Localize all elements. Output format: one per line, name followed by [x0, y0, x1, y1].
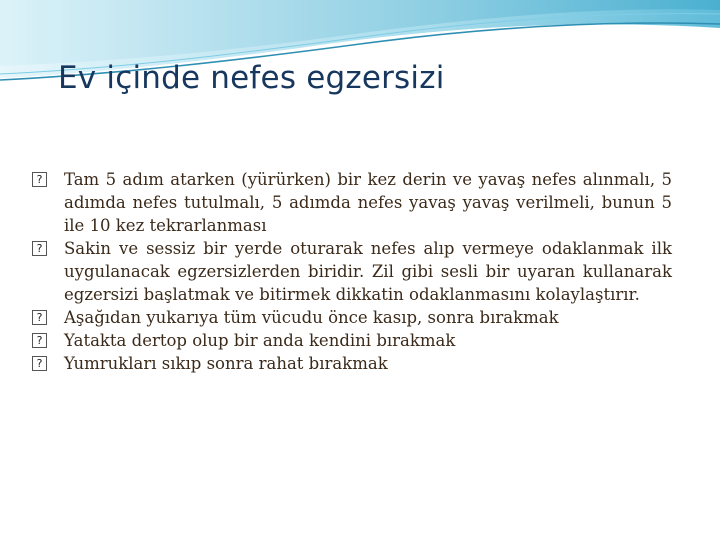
bullet-item	[32, 237, 672, 306]
bullet-item	[32, 329, 672, 352]
bullet-marker-icon: ?	[32, 310, 47, 325]
bullet-item	[32, 168, 672, 237]
bullet-text: Yatakta dertop olup bir anda kendini bırakmak	[64, 331, 456, 350]
bullet-list	[32, 168, 672, 375]
bullet-text: Sakin ve sessiz bir yerde oturarak nefes alıp vermeye odaklanmak ilk uygulanacak egzersizlerden biridir. Zil gibi sesli bir uyaran kullanarak egzersizi başlatmak ve bitirmek dikkatin odaklanmasını kolaylaştırır.	[64, 239, 672, 304]
bullet-marker-icon: ?	[32, 356, 47, 371]
bullet-text: Tam 5 adım atarken (yürürken) bir kez derin ve yavaş nefes alınmalı, 5 adımda nefes tutulmalı, 5 adımda nefes yavaş yavaş verilmeli, bunun 5 ile 10 kez tekrarlanması	[64, 170, 672, 235]
bullet-text: Yumrukları sıkıp sonra rahat bırakmak	[64, 354, 388, 373]
bullet-item	[32, 352, 672, 375]
bullet-item	[32, 306, 672, 329]
bullet-marker-icon: ?	[32, 333, 47, 348]
slide-title: Ev içinde nefes egzersizi	[58, 60, 445, 96]
bullet-marker-icon: ?	[32, 241, 47, 256]
bullet-marker-icon: ?	[32, 172, 47, 187]
bullet-text: Aşağıdan yukarıya tüm vücudu önce kasıp, sonra bırakmak	[64, 308, 559, 327]
